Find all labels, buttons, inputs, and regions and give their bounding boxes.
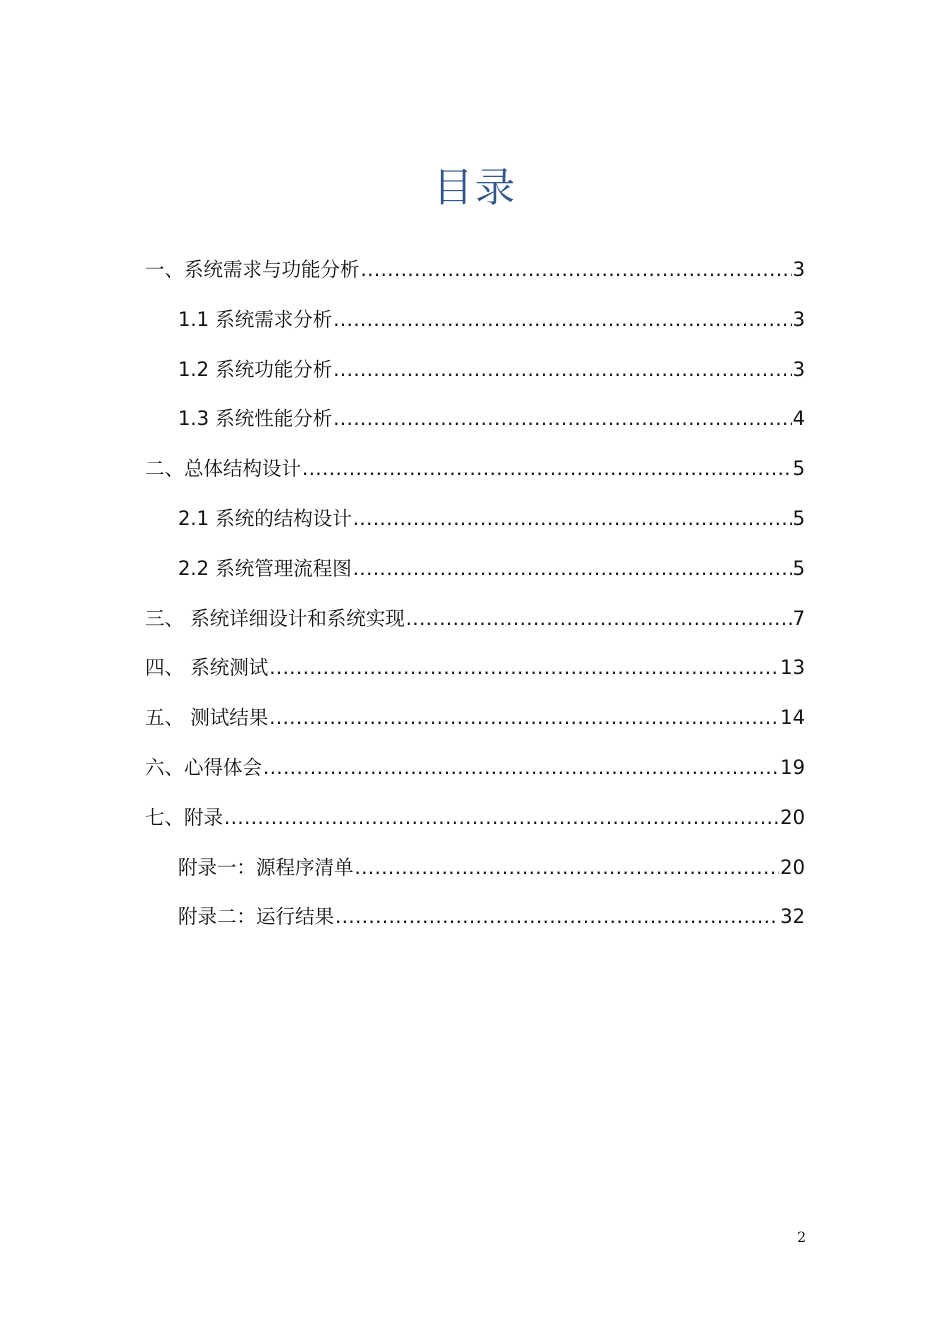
toc-entry-label: 四、 系统测试 xyxy=(145,656,269,680)
toc-entry[interactable] xyxy=(145,350,805,400)
toc-entry[interactable] xyxy=(145,499,805,549)
toc-dot-leader xyxy=(353,499,792,539)
toc-entry[interactable] xyxy=(145,897,805,947)
page-number: 2 xyxy=(797,1230,806,1246)
toc-entry-label: 七、附录 xyxy=(145,805,224,829)
toc-entry-page: 20 xyxy=(780,855,805,879)
toc-entry-page: 32 xyxy=(780,905,805,929)
toc-entry-page: 3 xyxy=(792,357,805,381)
toc-entry[interactable] xyxy=(145,748,805,798)
toc-entry-label: 附录一：源程序清单 xyxy=(178,855,354,879)
toc-dot-leader xyxy=(333,350,791,390)
toc-dot-leader xyxy=(335,897,779,937)
toc-entry-label: 1.3 系统性能分析 xyxy=(178,407,333,431)
toc-entry-page: 13 xyxy=(780,656,805,680)
toc-dot-leader xyxy=(269,698,779,738)
toc-entry-label: 1.2 系统功能分析 xyxy=(178,357,333,381)
toc-entry-page: 14 xyxy=(780,706,805,730)
toc-dot-leader xyxy=(263,748,779,788)
toc-entry[interactable] xyxy=(145,798,805,848)
toc-entry-label: 二、总体结构设计 xyxy=(145,457,302,481)
toc-entry-page: 3 xyxy=(792,307,805,331)
toc-entry[interactable] xyxy=(145,300,805,350)
toc-entry-page: 7 xyxy=(792,606,805,630)
toc-entry[interactable] xyxy=(145,250,805,300)
toc-entry[interactable] xyxy=(145,599,805,649)
toc-entry-page: 4 xyxy=(792,407,805,431)
toc-entry-page: 19 xyxy=(780,755,805,779)
toc-entry-page: 3 xyxy=(792,258,805,281)
toc-entry-label: 一、系统需求与功能分析 xyxy=(145,258,360,281)
table-of-contents xyxy=(145,250,805,947)
toc-dot-leader xyxy=(302,449,792,489)
toc-entry[interactable] xyxy=(145,549,805,599)
toc-dot-leader xyxy=(361,250,792,290)
toc-entry[interactable] xyxy=(145,399,805,449)
toc-dot-leader xyxy=(333,300,791,340)
toc-entry-page: 20 xyxy=(780,805,805,829)
toc-dot-leader xyxy=(333,399,791,439)
toc-dot-leader xyxy=(224,798,779,838)
toc-entry-label: 1.1 系统需求分析 xyxy=(178,307,333,331)
toc-entry-label: 附录二：运行结果 xyxy=(178,905,335,929)
toc-dot-leader xyxy=(406,599,792,639)
toc-entry-label: 三、 系统详细设计和系统实现 xyxy=(145,606,405,630)
toc-entry-label: 五、 测试结果 xyxy=(145,706,269,730)
toc-entry-page: 5 xyxy=(792,556,805,580)
toc-dot-leader xyxy=(355,848,780,888)
toc-entry-page: 5 xyxy=(792,457,805,481)
toc-entry-page: 5 xyxy=(792,506,805,530)
toc-entry-label: 六、心得体会 xyxy=(145,755,263,779)
toc-entry[interactable] xyxy=(145,848,805,898)
toc-entry[interactable] xyxy=(145,449,805,499)
toc-entry-label: 2.2 系统管理流程图 xyxy=(178,556,352,580)
toc-entry[interactable] xyxy=(145,698,805,748)
toc-dot-leader xyxy=(353,549,792,589)
toc-entry-label: 2.1 系统的结构设计 xyxy=(178,506,352,530)
toc-dot-leader xyxy=(269,648,779,688)
toc-title: 目录 xyxy=(433,165,517,211)
toc-entry[interactable] xyxy=(145,648,805,698)
